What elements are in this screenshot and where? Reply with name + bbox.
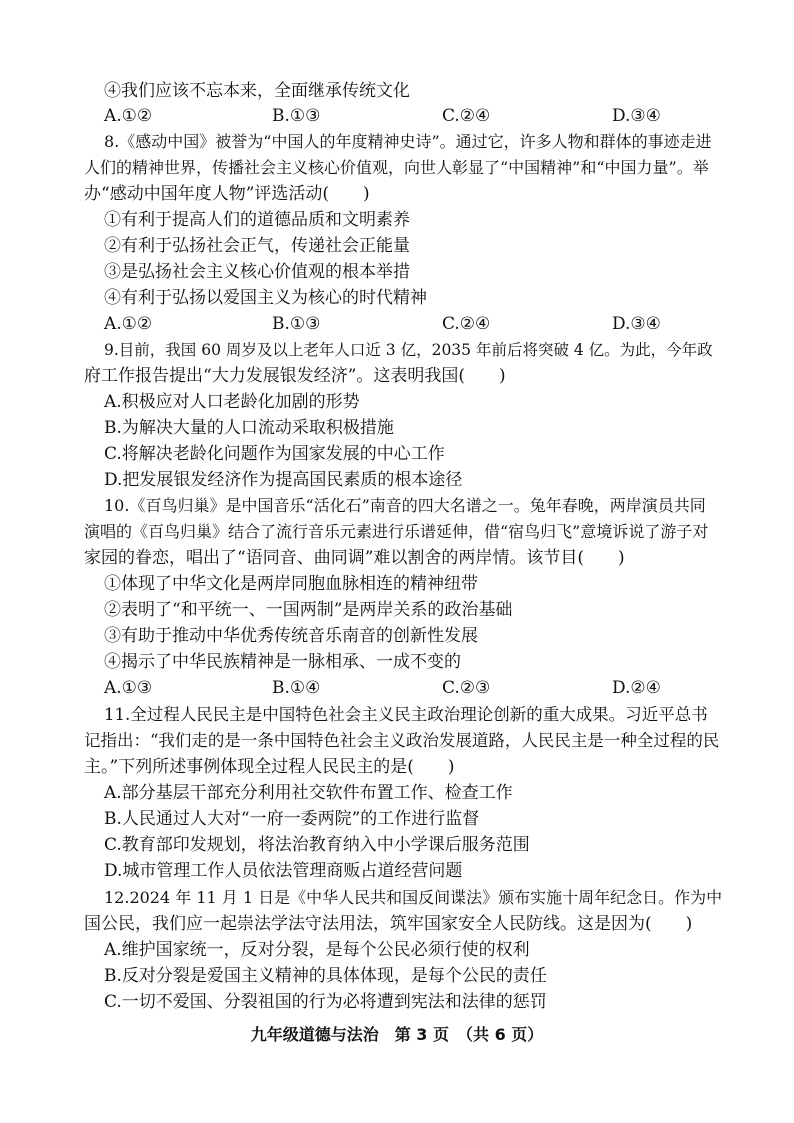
- q11-option-d: D.城市管理工作人员依法管理商贩占道经营问题: [104, 861, 463, 881]
- q11-stem-line-1: 11.全过程人民民主是中国特色社会主义民主政治理论创新的重大成果。习近平总书: [104, 705, 708, 724]
- q10-option-4: ④揭示了中华民族精神是一脉相承、一成不变的: [104, 652, 461, 672]
- q8-stem-line-1: 8.《感动中国》被誉为“中国人的年度精神史诗”。通过它，许多人物和群体的事迹走进: [104, 132, 712, 151]
- q9-option-b: B.为解决大量的人口流动采取积极措施: [104, 418, 394, 438]
- q8-choice-c: C.②④: [442, 314, 491, 334]
- q9-option-d: D.把发展银发经济作为提高国民素质的根本途径: [104, 470, 463, 490]
- q7-choice-d: D.③④: [612, 106, 661, 126]
- q10-choices: [104, 676, 704, 700]
- q10-option-1: ①体现了中华文化是两岸同胞血脉相连的精神纽带: [104, 574, 478, 594]
- q10-stem-line-1: 10.《百鸟归巢》是中国音乐“活化石”南音的四大名谱之一。兔年春晚，两岸演员共同: [104, 496, 706, 515]
- q8-choice-a: A.①②: [104, 314, 153, 334]
- q7-choice-b: B.①③: [272, 106, 321, 126]
- q9-stem-line-1: 9.目前，我国 60 周岁及以上老年人口近 3 亿，2035 年前后将突破 4 亿。为此，今年政: [104, 341, 713, 359]
- q10-choice-b: B.①④: [272, 678, 321, 698]
- q12-stem-line-2: 国公民，我们应一起崇法学法守法用法，筑牢国家安全人民防线。这是因为( ): [84, 914, 693, 934]
- page-footer: 九年级道德与法治 第 3 页 （共 6 页）: [250, 1025, 544, 1044]
- q12-option-a: A.维护国家统一，反对分裂，是每个公民必须行使的权利: [104, 940, 530, 960]
- q8-stem-line-2: 人们的精神世界，传播社会主义核心价值观，向世人彰显了“中国精神”和“中国力量”。举: [84, 158, 709, 177]
- q8-choices: [104, 312, 704, 336]
- q8-option-4: ④有利于弘扬以爱国主义为核心的时代精神: [104, 288, 427, 308]
- q12-stem-line-1: 12.2024 年 11 月 1 日是《中华人民共和国反间谍法》颁布实施十周年纪念日。作为中: [104, 888, 723, 907]
- q7-choice-a: A.①②: [104, 106, 153, 126]
- q10-option-3: ③有助于推动中华优秀传统音乐南音的创新性发展: [104, 626, 478, 646]
- q8-option-3: ③是弘扬社会主义核心价值观的根本举措: [104, 262, 410, 282]
- q10-stem-line-2: 演唱的《百鸟归巢》结合了流行音乐元素进行乐谱延伸，借“宿鸟归飞”意境诉说了游子对: [84, 522, 709, 541]
- q7-choice-c: C.②④: [442, 106, 491, 126]
- q8-choice-b: B.①③: [272, 314, 321, 334]
- q11-option-b: B.人民通过人大对“一府一委两院”的工作进行监督: [104, 809, 480, 829]
- q10-stem-line-3: 家园的眷恋，唱出了“语同音、曲同调”难以割舍的两岸情。该节目( ): [84, 548, 625, 568]
- q10-choice-c: C.②③: [442, 678, 491, 698]
- q9-option-c: C.将解决老龄化问题作为国家发展的中心工作: [104, 444, 445, 464]
- q8-option-1: ①有利于提高人们的道德品质和文明素养: [104, 210, 410, 230]
- q8-option-2: ②有利于弘扬社会正气，传递社会正能量: [104, 236, 410, 256]
- q8-stem-line-3: 办“感动中国年度人物”评选活动( ): [84, 184, 370, 204]
- q10-option-2: ②表明了“和平统一、一国两制”是两岸关系的政治基础: [104, 600, 513, 620]
- q7-option-4: ④我们应该不忘本来，全面继承传统文化: [104, 81, 410, 101]
- q12-option-c: C.一切不爱国、分裂祖国的行为必将遭到宪法和法律的惩罚: [104, 992, 547, 1012]
- q10-choice-d: D.②④: [612, 678, 661, 698]
- q10-choice-a: A.①③: [104, 678, 153, 698]
- q11-option-c: C.教育部印发规划，将法治教育纳入中小学课后服务范围: [104, 835, 530, 855]
- q7-choices: [104, 104, 704, 128]
- q12-option-b: B.反对分裂是爱国主义精神的具体体现，是每个公民的责任: [104, 966, 547, 986]
- q9-stem-line-2: 府工作报告提出“大力发展银发经济”。这表明我国( ): [84, 366, 506, 386]
- q11-option-a: A.部分基层干部充分利用社交软件布置工作、检查工作: [104, 783, 513, 803]
- q11-stem-line-3: 主。”下列所述事例体现全过程人民民主的是( ): [84, 757, 455, 777]
- q11-stem-line-2: 记指出：“我们走的是一条中国特色社会主义政治发展道路，人民民主是一种全过程的民: [84, 731, 720, 750]
- q9-option-a: A.积极应对人口老龄化加剧的形势: [104, 392, 360, 412]
- q8-choice-d: D.③④: [612, 314, 661, 334]
